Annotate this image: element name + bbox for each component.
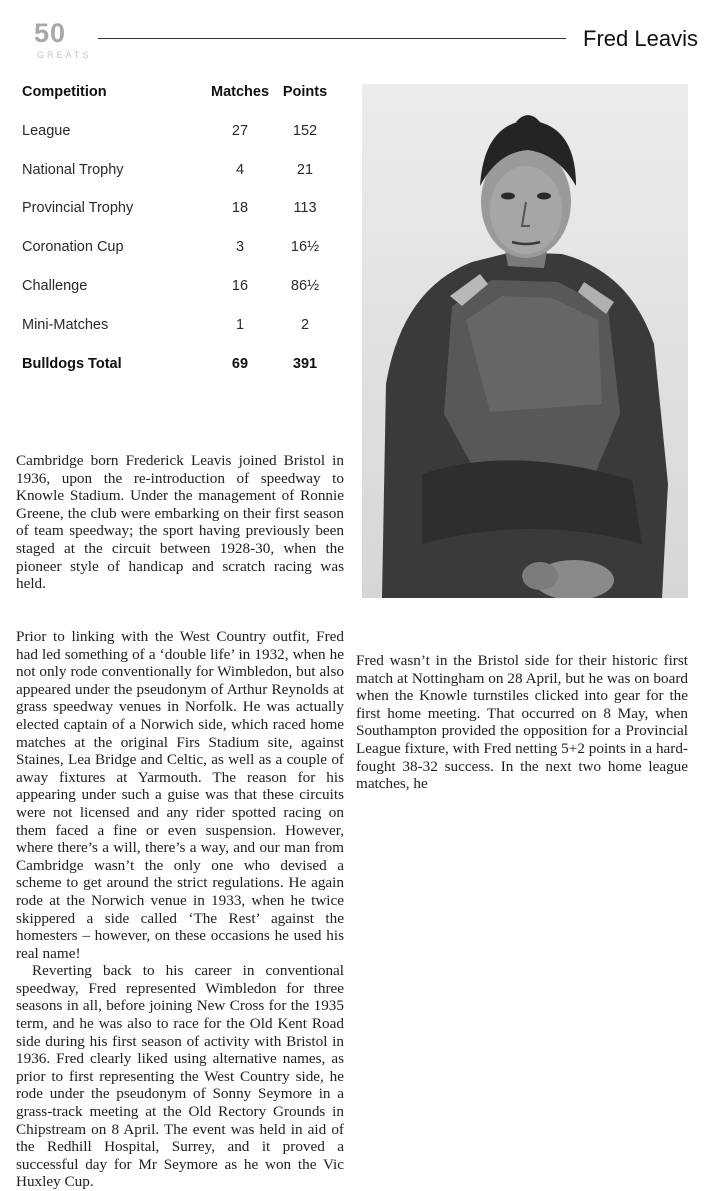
table-row — [18, 117, 338, 156]
total-label: Bulldogs Total — [22, 355, 122, 372]
matches-cell: 27 — [231, 122, 249, 139]
points-cell: 113 — [293, 200, 317, 217]
header-matches: Matches — [210, 84, 270, 100]
article-paragraph-2: Prior to linking with the West Country outfit, Fred had led something of a ‘double life’ in 1932, when he not only rode conventionally for Wimbledon, but also appeared under the pseudonym of Arthur Reynolds at grass speedway venues in Norfolk. He was actually elected captain of a Norwich side, which raced home matches at the original Firs Stadium site, against Staines, Lea Bridge and Celtic, as well as a couple of away fixtures at Yarmouth. The reason for his appearing under such a guise was that these circuits were not licensed and any rider spotted racing on them faced a fine or even suspension. However, where there’s a will, there’s a way, and our man from Cambridge wasn’t the only one who devised a scheme to get around the strict regulations. He again rode at the Norwich venue in 1933, when he twice skippered a side called ‘The Rest’ against the homesters – however, on these occasions he used his real name! — [16, 628, 344, 962]
points-cell: 152 — [292, 122, 318, 139]
competition-cell: Provincial Trophy — [22, 200, 134, 217]
article-column-right — [356, 652, 688, 793]
points-cell: 16½ — [290, 239, 320, 256]
article-paragraph-3: Reverting back to his career in conventional speedway, Fred represented Wimbledon for three seasons in all, before joining New Cross for the 1935 term, and he was also to race for the Old Kent Road side during his first season of activity with Bristol in 1936. Fred clearly liked using alternative names, as prior to first representing the West Country side, he rode under the pseudonym of Sonny Seymore in a grass-track meeting at the Old Rectory Grounds in Chipstream on 8 April. The event was held in aid of the Redhill Hospital, Surrey, and it proved a successful day for Mr Seymore as he won the Vic Huxley Cup. — [16, 962, 344, 1191]
article-paragraph-4: Fred wasn’t in the Bristol side for their historic first match at Nottingham on 28 April, but he was on board when the Knowle turnstiles clicked into gear for the first home meeting. That occurred on 8 May, when Southampton provided the opposition for a Provincial League fixture, with Fred netting 5+2 points in a hard-fought 38-32 success. In the next two home league matches, he — [356, 652, 688, 793]
rider-photo — [362, 84, 688, 598]
matches-cell: 18 — [231, 200, 249, 217]
competition-cell: League — [22, 122, 71, 139]
table-row — [18, 194, 338, 233]
table-row — [18, 311, 338, 350]
competition-cell: National Trophy — [22, 161, 124, 178]
table-row — [18, 272, 338, 311]
header-rule — [98, 38, 566, 39]
article-intro — [16, 452, 344, 593]
rider-illustration — [362, 84, 688, 598]
stats-table — [18, 78, 338, 388]
competition-cell: Coronation Cup — [22, 239, 124, 256]
points-cell: 86½ — [290, 277, 320, 294]
article-paragraph-1: Cambridge born Frederick Leavis joined Bristol in 1936, upon the re-introduction of speedway to Knowle Stadium. Under the management of Ronnie Greene, the club were embarking on their first season of team speedway; the sport having previously been staged at the circuit between 1928-30, when the pioneer style of handicap and scratch racing was held. — [16, 452, 344, 593]
stats-header-row — [18, 78, 338, 117]
matches-cell: 4 — [235, 161, 245, 178]
article-column-left — [16, 628, 344, 1191]
total-points: 391 — [292, 355, 318, 372]
stats-total-row — [18, 350, 338, 389]
page-title: Fred Leavis — [583, 26, 698, 51]
total-matches: 69 — [231, 355, 249, 372]
table-row — [18, 156, 338, 195]
header-points: Points — [282, 84, 328, 100]
table-row — [18, 233, 338, 272]
page-number: 50 — [34, 18, 67, 48]
matches-cell: 3 — [235, 239, 245, 256]
points-cell: 21 — [296, 161, 314, 178]
series-label: GREATS — [37, 50, 92, 60]
header-competition: Competition — [22, 84, 107, 100]
competition-cell: Mini-Matches — [22, 316, 109, 333]
competition-cell: Challenge — [22, 277, 88, 294]
matches-cell: 1 — [235, 316, 245, 333]
points-cell: 2 — [300, 316, 310, 333]
matches-cell: 16 — [231, 277, 249, 294]
